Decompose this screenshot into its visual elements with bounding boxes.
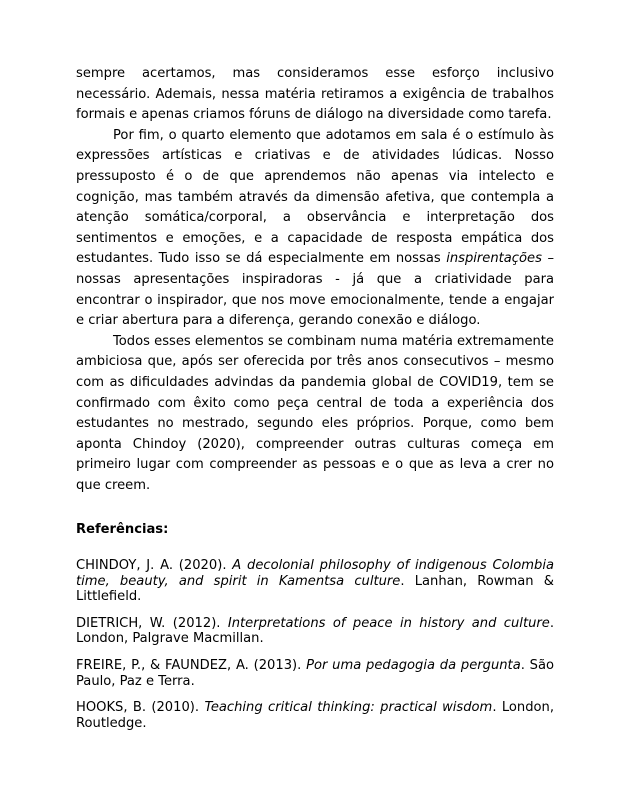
reference-author: CHINDOY, J. A. (2020). — [76, 558, 233, 573]
reference-item — [76, 558, 554, 605]
reference-title: A decolonial philosophy of indigenous Colombia time, beauty, and spirit in Kamentsa culture — [76, 558, 554, 589]
paragraph-2-text-end: – nossas apresentações inspiradoras - já que a criatividade para encontrar o inspirador, que nos move emocionalmente, tende a engajar e criar abertura para a diferença, gerando conexão e diálogo. — [76, 251, 554, 329]
body-text — [76, 64, 554, 496]
references-heading: Referências: — [76, 522, 169, 537]
reference-author: FREIRE, P., & FAUNDEZ, A. (2013). — [76, 657, 307, 673]
reference-publisher: . Lanhan, Rowman & Littlefield. — [76, 573, 554, 605]
reference-publisher: . London, Palgrave Macmillan. — [76, 615, 554, 647]
reference-title: Interpretations of peace in history and culture — [227, 615, 550, 631]
reference-publisher: . São Paulo, Paz e Terra. — [76, 657, 555, 689]
reference-title: Por uma pedagogia da pergunta — [306, 657, 521, 673]
reference-publisher: . London, Routledge. — [76, 700, 555, 731]
paragraph-3-text: Todos esses elementos se combinam numa matéria extremamente ambiciosa que, após ser oferecida por três anos consecutivos – mesmo com as dificuldades advindas da pandemia global de COVID19, tem se confirmado com êxito como peça central de toda a experiência dos estudantes no mestrado, segundo eles próprios. Porque, como bem aponta Chindoy (2020), compreender outras culturas começa em primeiro lugar com compreender as pessoas e o que as leva a crer no que creem. — [76, 333, 554, 493]
reference-title: Teaching critical thinking: practical wisdom — [204, 700, 493, 716]
paragraph-2-text-start: Por fim, o quarto elemento que adotamos em sala é o estímulo às expressões artísticas e criativas e de atividades lúdicas. Nosso pressuposto é o de que aprendemos não apenas via intelecto e cognição, mas também através da dimensão afetiva, que contempla a atenção somática/corporal, a observância e interpretação dos sentimentos e emoções, e a capacidade de resposta empática dos estudantes. Tudo isso se dá especialmente em nossas — [76, 127, 554, 267]
paragraph-1 — [76, 64, 554, 126]
reference-item — [76, 616, 554, 647]
reference-author: DIETRICH, W. (2012). — [76, 615, 228, 631]
reference-item — [76, 700, 554, 731]
references-list — [76, 558, 554, 742]
paragraph-3 — [76, 332, 554, 497]
paragraph-2-italic-term: inspirentações — [446, 251, 542, 267]
paragraph-2 — [76, 126, 554, 332]
reference-author: HOOKS, B. (2010). — [76, 700, 205, 716]
paragraph-1-text: sempre acertamos, mas consideramos esse esforço inclusivo necessário. Ademais, nessa matéria retiramos a exigência de trabalhos formais e apenas criamos fóruns de diálogo na diversidade como tarefa. — [76, 66, 554, 123]
reference-item — [76, 658, 554, 689]
